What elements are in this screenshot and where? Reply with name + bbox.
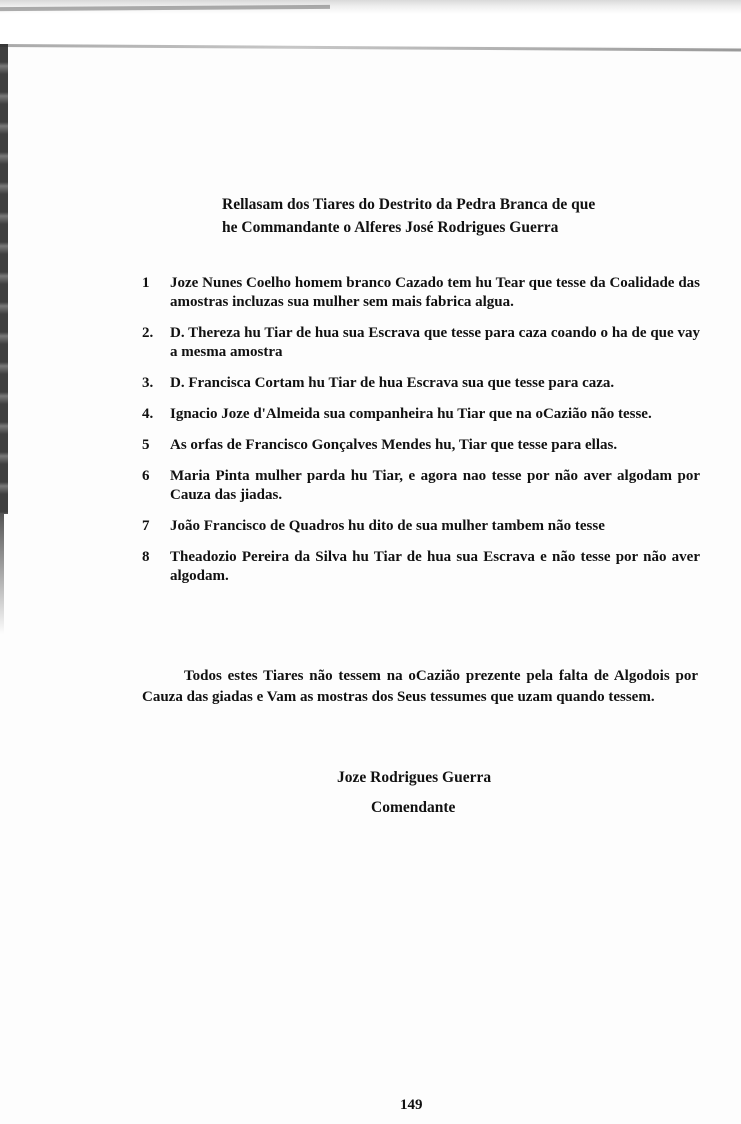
item-number: 4. — [142, 406, 154, 422]
closing-paragraph: Todos estes Tiares não tessem na oCazião prezente pela falta de Algodois por Cauza das giadas e Vam as mostras dos Seus tessumes que uzam quando tessem. — [142, 668, 698, 705]
signature-title: Comendante — [371, 799, 456, 816]
item-number: 1 — [142, 275, 150, 291]
item-text: Maria Pinta mulher parda hu Tiar, e agora nao tesse por não aver algodam por Cauza das jiadas. — [170, 468, 700, 503]
signature-name: Joze Rodrigues Guerra — [337, 769, 492, 786]
scan-binding-fade — [0, 514, 4, 634]
item-number: 3. — [142, 375, 154, 391]
item-text: As orfas de Francisco Gonçalves Mendes hu, Tiar que tesse para ellas. — [170, 437, 618, 453]
item-number: 8 — [142, 549, 150, 565]
heading-line-2: he Commandante o Alferes José Rodrigues Guerra — [222, 219, 559, 236]
list-item — [142, 274, 700, 312]
list-item — [142, 374, 700, 393]
document-heading — [222, 193, 662, 239]
loom-list — [142, 274, 700, 598]
scan-binding-shadow — [0, 44, 8, 514]
item-text: D. Francisca Cortam hu Tiar de hua Escrava sua que tesse para caza. — [170, 375, 615, 391]
list-item — [142, 548, 700, 586]
signature-block — [300, 763, 540, 823]
item-number: 2. — [142, 325, 154, 341]
list-item — [142, 517, 700, 536]
item-text: Joze Nunes Coelho homem branco Cazado tem hu Tear que tesse da Coalidade das amostras incluzas sua mulher sem mais fabrica algua. — [170, 275, 700, 310]
list-item — [142, 405, 700, 424]
item-text: João Francisco de Quadros hu dito de sua mulher tambem não tesse — [170, 518, 605, 534]
item-number: 7 — [142, 518, 150, 534]
heading-line-1: Rellasam dos Tiares do Destrito da Pedra Branca de que — [222, 196, 596, 213]
item-text: D. Thereza hu Tiar de hua sua Escrava que tesse para caza coando o ha de que vay a mesma amostra — [170, 325, 700, 360]
item-text: Theadozio Pereira da Silva hu Tiar de hua sua Escrava e não tesse por não aver algodam. — [170, 549, 700, 584]
item-number: 5 — [142, 437, 150, 453]
item-number: 6 — [142, 468, 150, 484]
list-item — [142, 324, 700, 362]
page-number: 149 — [400, 1097, 423, 1113]
item-text: Ignacio Joze d'Almeida sua companheira hu Tiar que na oCazião não tesse. — [170, 406, 652, 422]
list-item — [142, 467, 700, 505]
list-item — [142, 436, 700, 455]
